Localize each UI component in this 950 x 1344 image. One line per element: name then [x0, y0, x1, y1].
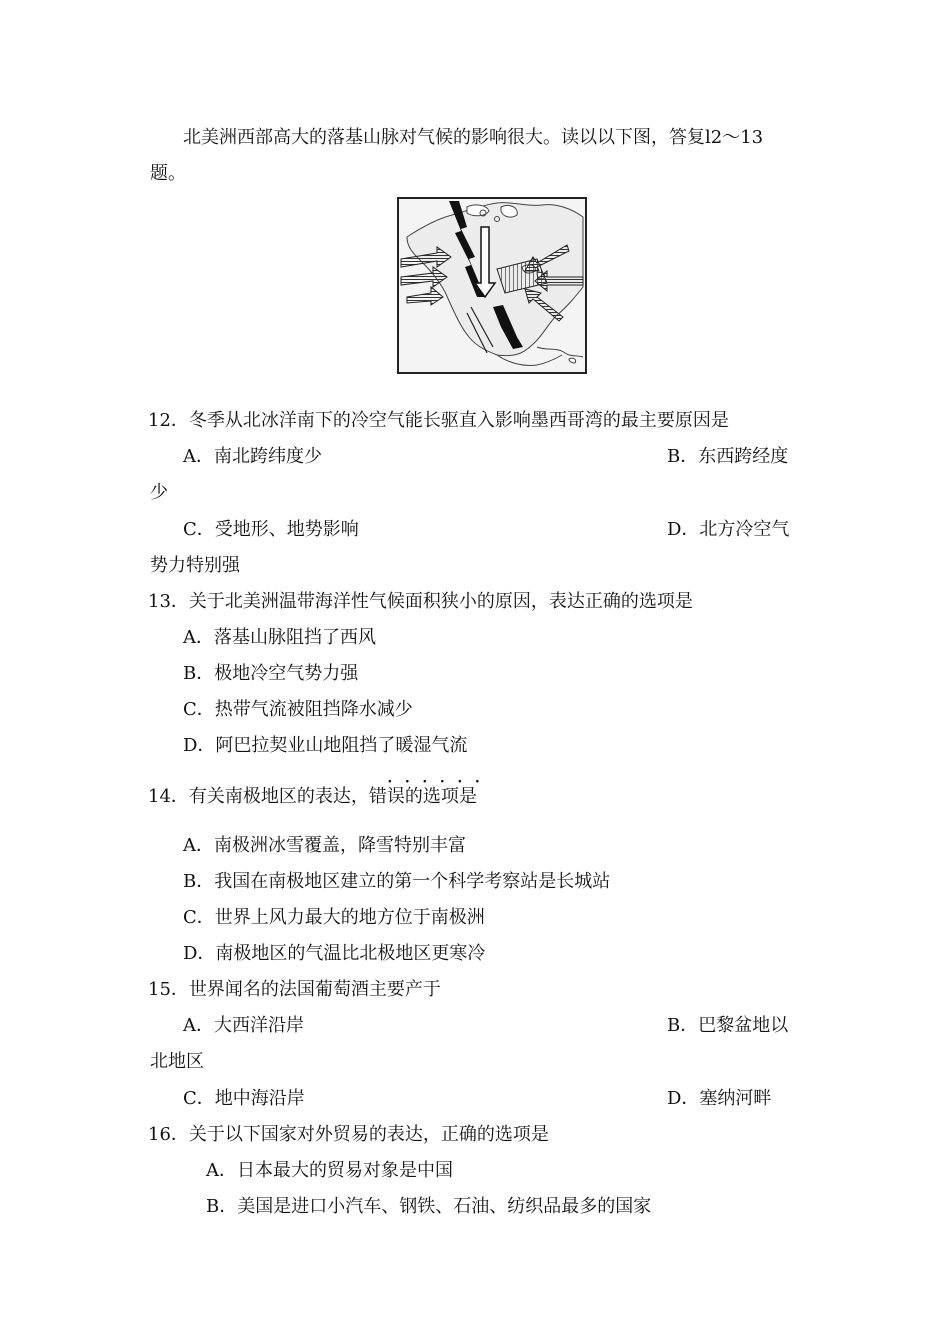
- q12-option-b: B．东西跨经度: [667, 446, 789, 467]
- q14-option-b: B．我国在南极地区建立的第一个科学考察站是长城站: [183, 871, 611, 892]
- intro-line-2: 题。: [150, 163, 186, 184]
- q14-option-a: A．南极洲冰雪覆盖，降雪特别丰富: [183, 835, 466, 856]
- q15-option-c: C．地中海沿岸: [183, 1088, 305, 1109]
- q14-stem: 14．有关南极地区的表达，错误的选项是: [148, 786, 477, 807]
- q13-option-c: C．热带气流被阻挡降水减少: [183, 699, 413, 720]
- q15-option-d: D．塞纳河畔: [667, 1088, 772, 1109]
- emphasis-dots: · · · · · ·: [387, 774, 480, 790]
- intro-line-1: 北美洲西部高大的落基山脉对气候的影响很大。读以以下图，答复l2～13: [183, 127, 764, 148]
- q13-stem: 13．关于北美洲温带海洋性气候面积狭小的原因，表达正确的选项是: [148, 591, 693, 612]
- q14-option-c: C．世界上风力最大的地方位于南极洲: [183, 907, 485, 928]
- q12-option-a: A．南北跨纬度少: [183, 446, 322, 467]
- q12-option-c: C．受地形、地势影响: [183, 519, 359, 540]
- q15-option-a: A．大西洋沿岸: [183, 1015, 304, 1036]
- q15-option-b-continued: 北地区: [150, 1051, 204, 1072]
- q16-stem: 16．关于以下国家对外贸易的表达，正确的选项是: [148, 1124, 549, 1145]
- q13-option-b: B．极地冷空气势力强: [183, 663, 359, 684]
- north-america-map-figure: [397, 197, 587, 374]
- q12-option-d: D．北方冷空气: [667, 519, 790, 540]
- q14-option-d: D．南极地区的气温比北极地区更寒冷: [183, 943, 486, 964]
- q15-option-b: B．巴黎盆地以: [667, 1015, 789, 1036]
- q16-option-a: A．日本最大的贸易对象是中国: [206, 1160, 453, 1181]
- q12-option-b-continued: 少: [150, 482, 168, 503]
- q13-option-d: D．阿巴拉契业山地阻挡了暖湿气流: [183, 735, 468, 756]
- q16-option-b: B．美国是进口小汽车、钢铁、石油、纺织品最多的国家: [206, 1196, 652, 1217]
- q15-stem: 15．世界闻名的法国葡萄酒主要产于: [148, 979, 441, 1000]
- q12-option-d-continued: 势力特别强: [150, 555, 240, 576]
- q12-stem: 12．冬季从北冰洋南下的冷空气能长驱直入影响墨西哥湾的最主要原因是: [148, 410, 729, 431]
- q13-option-a: A．落基山脉阻挡了西风: [183, 627, 376, 648]
